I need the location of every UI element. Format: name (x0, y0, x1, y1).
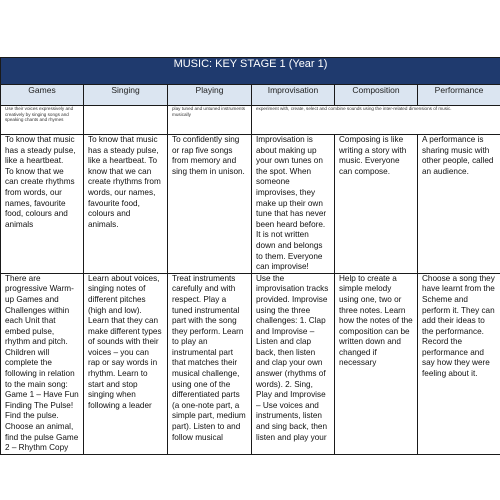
activity-cell-composition: Help to create a simple melody using one, two or three notes. Learn how the notes of the composition can be written down and changed if necessary (335, 273, 418, 454)
column-header-games: Games (1, 85, 84, 106)
column-header-improvisation: Improvisation (252, 85, 335, 106)
standards-cell: play tuned and untuned instruments musically (168, 106, 252, 135)
knowledge-cell-playing: To confidently sing or rap five songs from memory and sing them in unison. (168, 135, 252, 274)
knowledge-row (1, 135, 500, 274)
standards-cell: experiment with, create, select and combine sounds using the inter-related dimensions of music. (252, 106, 500, 135)
knowledge-cell-composition: Composing is like writing a story with music. Everyone can compose. (335, 135, 418, 274)
activity-cell-playing: Treat instruments carefully and with respect. Play a tuned instrumental part with the song they perform. Learn to play an instrumental part that matches their musical challenge, using one of the differentiated parts (a one-note part, a simple part, medium part). Listen to and follow musical (168, 273, 252, 454)
column-header-performance: Performance (418, 85, 500, 106)
title-row (1, 58, 500, 85)
standards-cell: Use their voices expressively and creatively by singing songs and speaking chants and rhymes (1, 106, 84, 135)
column-header-playing: Playing (168, 85, 252, 106)
column-header-row (1, 85, 500, 106)
column-header-singing: Singing (84, 85, 168, 106)
column-header-composition: Composition (335, 85, 418, 106)
curriculum-table (0, 57, 500, 455)
table-title: MUSIC: KEY STAGE 1 (Year 1) (1, 58, 500, 85)
activity-cell-games: There are progressive Warm-up Games and Challenges within each Unit that embed pulse, rhythm and pitch. Children will complete the following in relation to the main song: Game 1 – Have Fun Finding The Pulse! Find the pulse. Choose an animal, find the pulse Game 2 – Rhythm Copy (1, 273, 84, 454)
activity-row (1, 273, 500, 454)
activity-cell-performance: Choose a song they have learnt from the Scheme and perform it. They can add their ideas to the performance. Record the performance and say how they were feeling about it. (418, 273, 500, 454)
knowledge-cell-singing: To know that music has a steady pulse, like a heartbeat. To know that we can create rhythms from words, our names, favourite food, colours and animals. (84, 135, 168, 274)
activity-cell-singing: Learn about voices, singing notes of different pitches (high and low). Learn that they can make different types of sounds with their voices – you can rap or say words in rhythm. Learn to start and stop singing when following a leader (84, 273, 168, 454)
knowledge-cell-improvisation: Improvisation is about making up your own tunes on the spot. When someone improvises, they make up their own tune that has never been heard before. It is not written down and belongs to them. Everyone can improvise! (252, 135, 335, 274)
knowledge-cell-performance: A performance is sharing music with other people, called an audience. (418, 135, 500, 274)
standards-row (1, 106, 500, 135)
activity-cell-improvisation: Use the improvisation tracks provided. Improvise using the three challenges: 1. Clap and Improvise – Listen and clap back, then listen and clap your own answer (rhythms of words). 2. Sing, Play and Improvise – Use voices and instruments, listen and sing back, then listen and play your (252, 273, 335, 454)
standards-cell (84, 106, 168, 135)
knowledge-cell-games: To know that music has a steady pulse, like a heartbeat. To know that we can create rhythms from words, our names, favourite food, colours and animals (1, 135, 84, 274)
